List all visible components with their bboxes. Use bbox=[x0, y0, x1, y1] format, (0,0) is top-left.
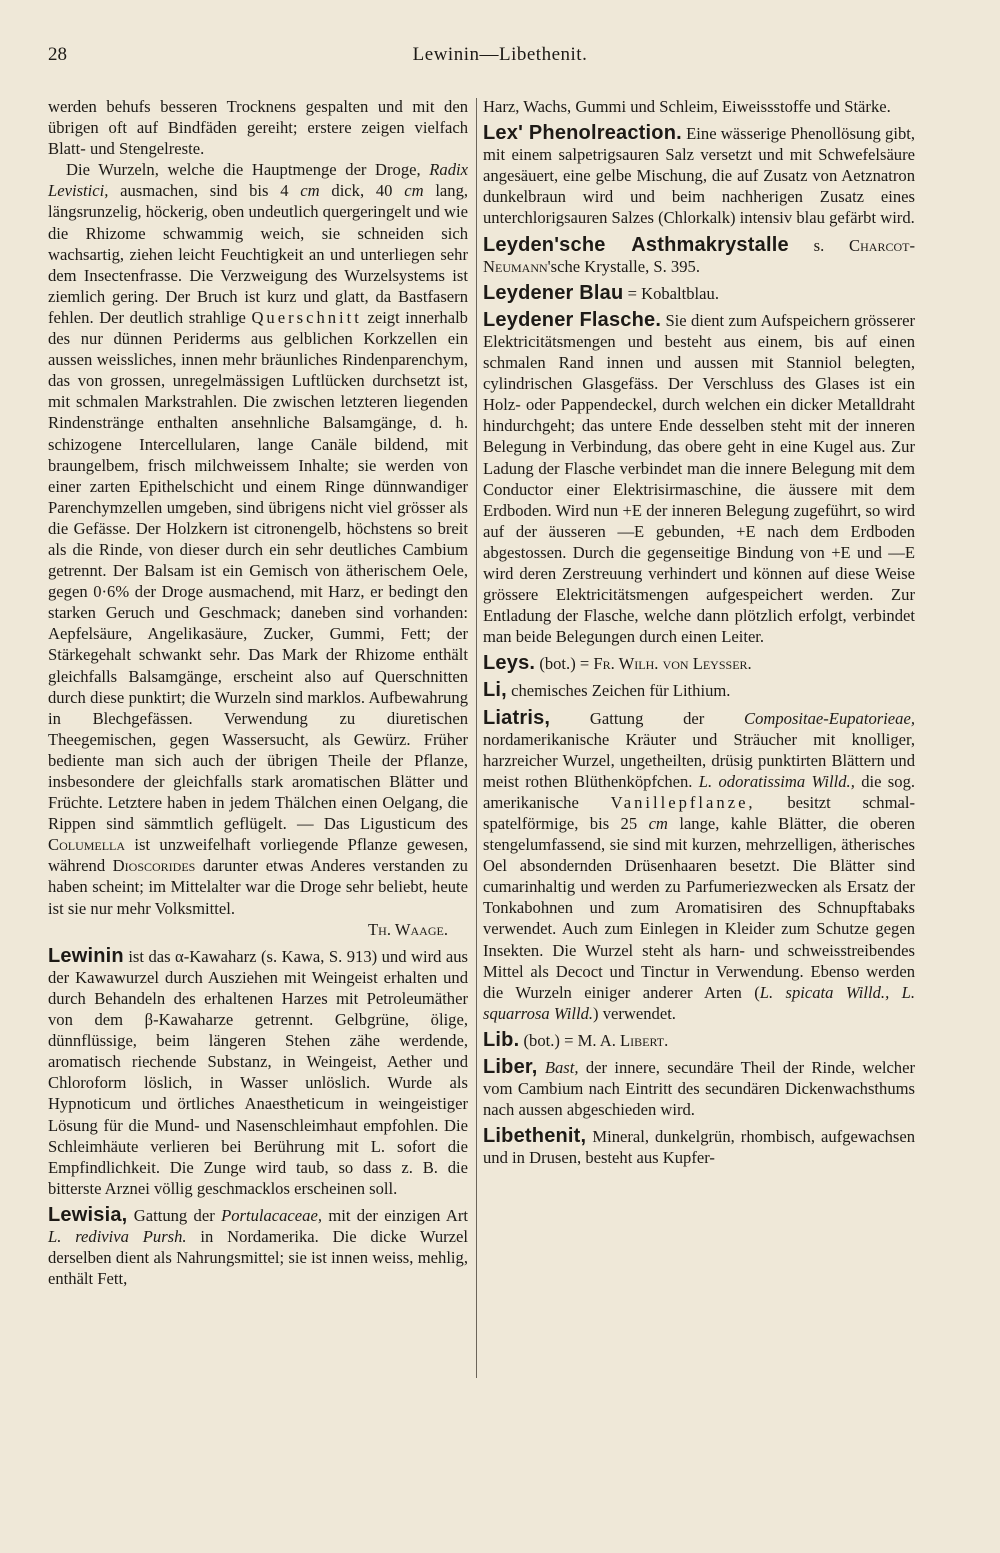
running-title: Lewinin—Libethenit. bbox=[412, 44, 588, 65]
headword: Liber, bbox=[483, 1056, 538, 1079]
headword: Li, bbox=[483, 679, 507, 702]
page-number: 28 bbox=[48, 44, 67, 65]
entry-liber: Liber, Bast, der innere, secundäre Theil der Rinde, welcher vom Cambium nach Eintritt des secundären Dickenwachsthums nach aussen abgeschieden wird. bbox=[483, 1056, 915, 1120]
entry-lex-phenolreaction: Lex' Phenolreaction. Eine wässerige Phenollösung gibt, mit einem salpetrigsauren Salz versetzt und mit Schwefelsäure angesäuert, eine gelbe Mischung, die auf Zusatz von Aetznatron dunkelbraun wird und beim nachherigen Zusatz eines unterchlorigsauren Salzes (Chlorkalk) intensiv blau gefärbt wird. bbox=[483, 122, 916, 228]
headword: Liatris, bbox=[483, 706, 551, 729]
author-signature: Th. Waage. bbox=[368, 919, 448, 939]
paragraph-continuation: Harz, Wachs, Gummi und Schleim, Eiweissstoffe und Stärke. bbox=[483, 97, 891, 116]
headword: Lib. bbox=[483, 1028, 520, 1051]
headword: Libethenit, bbox=[483, 1125, 587, 1148]
headword: Leydener Flasche. bbox=[483, 308, 662, 331]
headword: Leyden'sche Asthmakrystalle bbox=[483, 233, 789, 256]
headword: Leydener Blau bbox=[483, 281, 624, 304]
page-header bbox=[48, 44, 952, 74]
headword: Lewinin bbox=[48, 944, 124, 967]
entry-leydener-flasche: Leydener Flasche. Sie dient zum Aufspeichern grösserer Elektricitätsmengen und besteht aus einem, bis auf einen schmalen Rand innen und aussen mit Stanniol belegten, cylindrischen Glasgefäss. Der Verschluss des Glases ist ein Holz- oder Pappendeckel, durch welchen ein dicker Metalldraht hindurchgeht; das untere Ende desselben steht mit der inneren Belegung in Verbindung, das obere geht in eine Kugel aus. Zur Ladung der Flasche verbindet man die innere Belegung mit dem Conductor einer Elektrisirmaschine, die äussere mit dem Erdboden. Wird nun +E der inneren Belegung zugeführt, so wird auf der äusseren —E gebunden, +E nach dem Erdboden abgestossen. Durch die gegenseitige Bindung von +E und —E wird deren Zerstreuung verhindert und können auf diese Weise grössere Elektricitätsmengen aufgespeichert werden. Zur Entladung der Flasche, welche dann plötzlich erfolgt, verbindet man beide Belegungen durch einen Leiter. bbox=[483, 308, 915, 647]
entry-libethenit: Libethenit, Mineral, dunkelgrün, rhombisch, aufgewachsen und in Drusen, besteht aus Kupfer- bbox=[483, 1125, 915, 1168]
column-divider bbox=[476, 98, 477, 1378]
entry-liatris: Liatris, Gattung der Compositae-Eupatorieae, nordamerikanische Kräuter und Sträucher mit knolliger, harzreicher Wurzel, ungetheilten, drüsig punktirten Blättern und meist rothen Blüthenköpfchen. L. odoratissima Willd., die sog. amerikanische Vanillepflanze, besitzt schmal-spatelförmige, bis 25 cm lange, kahle Blätter, die oberen stengelumfassend, sie sind mit kurzen, mehrzelligen, ätherisches Oel absondernden Drüsenhaaren besetzt. Die Blätter sind cumarinhaltig und werden zu Parfumeriezwecken als Ersatz der Tonkabohnen und zum Aromatisiren des Schnupftabaks verwendet. Auch zum Einlegen in Kleider zum Schutze gegen Insekten. Die Wurzel steht als harn- und schweisstreibendes Mittel als Decoct und Tinctur in Verwendung. Ebenso werden die Wurzeln einiger anderer Arten (L. spicata Willd., L. squarrosa Willd.) verwendet. bbox=[483, 706, 916, 1023]
entry-lib: Lib. (bot.) = M. A. Libert. bbox=[483, 1028, 669, 1051]
paragraph-continuation: werden behufs besseren Trocknens gespalten und mit den übrigen oft auf Bindfäden gereiht; erstere zeigen vielfach Blatt- und Stengelreste. bbox=[48, 97, 468, 159]
entry-leyden-asthmakrystalle: Leyden'sche Asthmakrystalle s. Charcot-Neumann'sche Krystalle, S. 395. bbox=[483, 233, 915, 276]
entry-lewisia: Lewisia, Gattung der Portulacaceae, mit der einzigen Art L. rediviva Pursh. in Nordamerika. Die dicke Wurzel derselben dient als Nahrungsmittel; sie ist innen weiss, mehlig, enthält Fett, bbox=[48, 1203, 469, 1289]
headword: Lewisia, bbox=[48, 1203, 128, 1226]
entry-leydener-blau: Leydener Blau = Kobaltblau. bbox=[483, 281, 719, 304]
entry-leys: Leys. (bot.) = Fr. Wilh. von Leysser. bbox=[483, 652, 752, 675]
paragraph-wurzeln: Die Wurzeln, welche die Hauptmenge der Droge, Radix Levistici, ausmachen, sind bis 4 cm dick, 40 cm lang, längsrunzelig, höckerig, oben undeutlich quergeringelt und wie die Rhizome schwammig weich, sie schneiden sich wachsartig, ziehen leicht Feuchtigkeit an und unterliegen sehr dem Insectenfrasse. Die Verzweigung des Wurzelsystems ist ziemlich gering. Der Bruch ist kurz und glatt, da Bastfasern fehlen. Der deutlich strahlige Querschnitt zeigt innerhalb des nur dünnen Periderms aus gelblichen Korkzellen ein aussen weissliches, innen mehr bräunliches Rindenparenchym, das von grossen, unregelmässigen Luftlücken durchsetzt ist, mit schmalen Markstrahlen. Die zwischen letzteren liegenden Rindenstränge enthalten ansehnliche Balsamgänge, d. h. schizogene Intercellularen, lange Canäle bildend, mit braungelbem, frisch milchweissem Inhalte; sie werden von einer zarten Epithelschicht und einem Ringe dünnwandiger Parenchymzellen umgeben, sind übrigens nicht viel grösser als die Gefässe. Der Holzkern ist citronengelb, höchstens so breit als die Rinde, von dieser durch ein sehr deutliches Cambium getrennt. Der Balsam ist ein Gemisch von ätherischem Oele, gegen 0·6% der Droge ausmachend, mit Harz, er bedingt den starken Geruch und Geschmack; daneben sind vorhanden: Aepfelsäure, Angelikasäure, Zucker, Gummi, Fett; der Stärkegehalt schwankt sehr. Das Mark der Rhizome enthält gleichfalls Balsamgänge, erscheint also auf Querschnitten durch diese punktirt; die Wurzeln sind marklos. Aufbewahrung in Blechgefässen. Verwendung zu diuretischen Theegemischen, gegen Wassersucht, als Gewürz. Früher bediente man sich auch der übrigen Theile der Pflanze, insbesondere der gleichfalls stark aromatischen Blätter und Früchte. Letztere haben in jedem Thälchen einen Oelgang, die Rippen sind sämmtlich geflügelt. — Das Ligusticum des Columella ist unzweifelhaft vorliegende Pflanze gewesen, während Dioscorides darunter etwas Anderes verstanden zu haben scheint; im Mittelalter war die Droge sehr beliebt, heute ist sie nur mehr Volksmittel. bbox=[48, 160, 469, 918]
headword: Leys. bbox=[483, 652, 536, 675]
entry-lewinin: Lewinin ist das α-Kawaharz (s. Kawa, S. 913) und wird aus der Kawawurzel durch Ausziehen mit Weingeist erhalten und durch Behandeln des erhaltenen Harzes mit Petroleumäther von dem β-Kawaharze getrennt. Gelbgrüne, ölige, dünnflüssige, beim längeren Stehen zähe werdende, aromatisch riechende Substanz, in Weingeist, Aether und Chloroform löslich, in Wasser unlöslich. Wurde als Hypnoticum und örtliches Anaestheticum in weingeistiger Lösung für die Mund- und Nasenschleimhaut empfohlen. Die Schleimhäute verlieren bei Berührung mit L. sofort die Empfindlichkeit. Die Zunge wird taub, so dass z. B. die bitterste Arznei völlig geschmacklos erscheinen soll. bbox=[48, 944, 468, 1198]
left-column bbox=[48, 96, 468, 1289]
right-column bbox=[483, 96, 915, 1169]
headword: Lex' Phenolreaction. bbox=[483, 122, 682, 145]
entry-li: Li, chemisches Zeichen für Lithium. bbox=[483, 679, 731, 702]
